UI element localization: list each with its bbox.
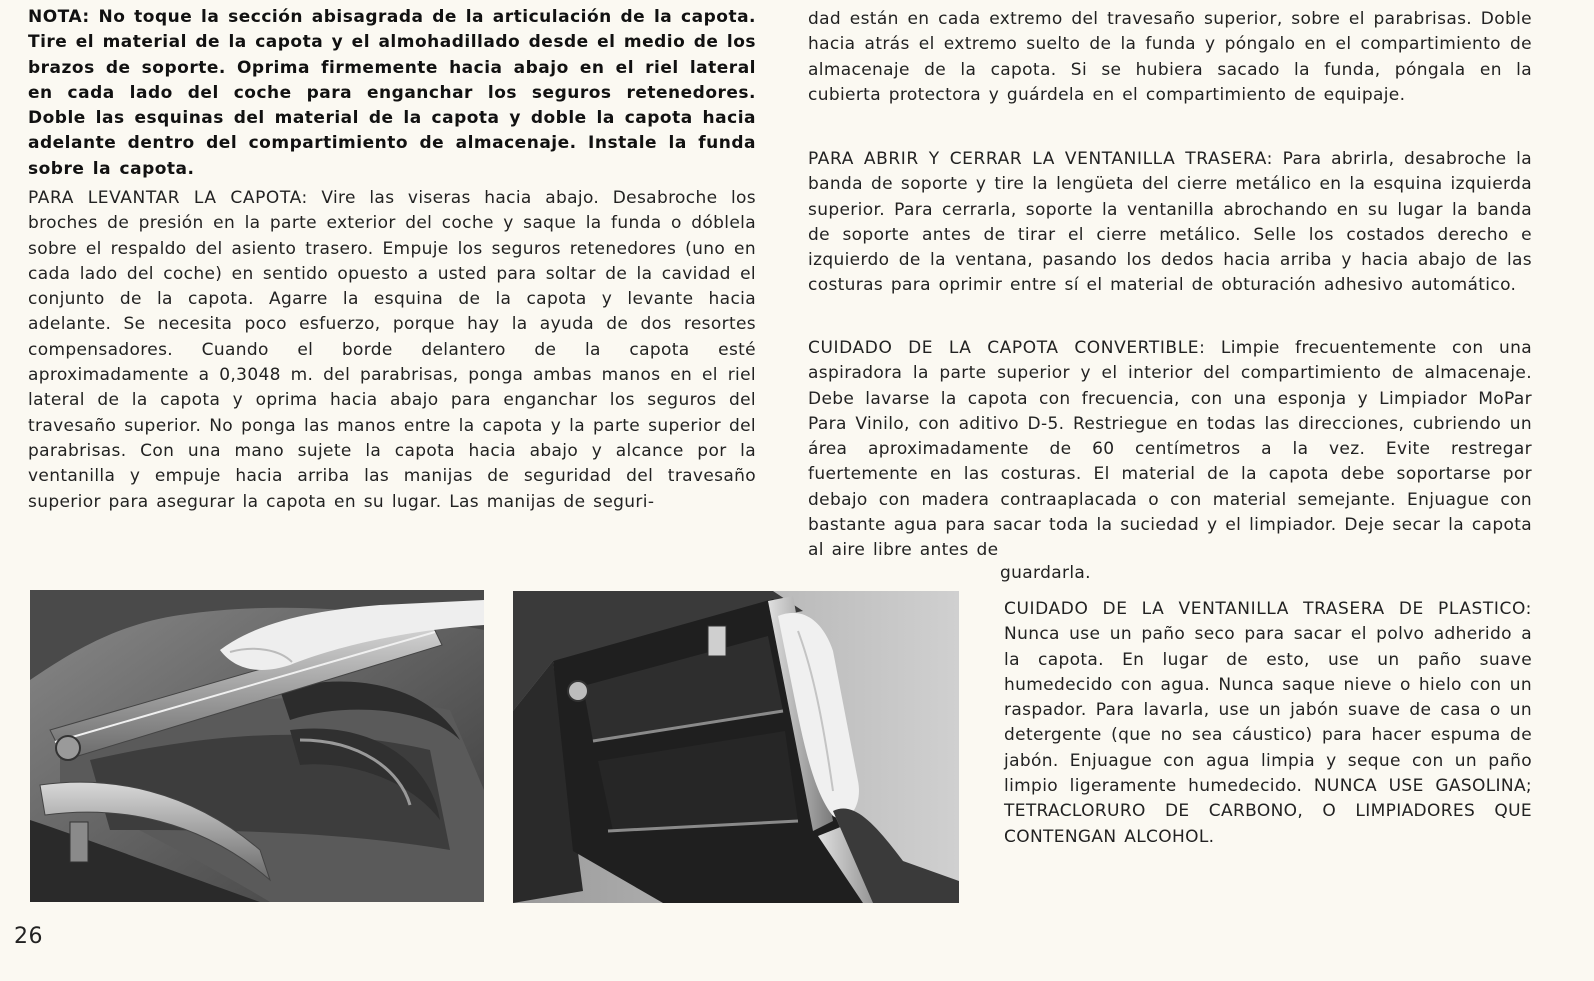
- continuation-paragraph: dad están en cada extremo del travesaño superior, sobre el parabrisas. Doble hacia atrás el extremo suelto de la funda y póngalo en el compartimiento de almacenaje de la capota. Si se hubiera sacado la funda, póngala en la cubierta protectora y guárdela en el compartimiento de equipaje.: [808, 9, 1532, 105]
- levantar-capota-heading: PARA LEVANTAR LA CAPOTA:: [28, 188, 308, 208]
- ventanilla-plastico-section: [1004, 597, 1532, 850]
- nota-paragraph: NOTA: No toque la sección abisagrada de la articulación de la capota. Tire el material de la capota y el almohadillado desde el medio de los brazos de soporte. Oprima firmemente hacia abajo en el riel lateral en cada lado del coche para enganchar los seguros retenedores. Doble las esquinas del material de la capota y doble la capota hacia adelante dentro del compartimiento de almacenaje. Instale la funda sobre la capota.: [28, 7, 756, 179]
- levantar-capota-body: Vire las viseras hacia abajo. Desabroche los broches de presión en la parte exterior del coche y saque la funda o dóblela sobre el respaldo del asiento trasero. Empuje los seguros retenedores (uno en cada lado del coche) en sentido opuesto a usted para soltar de la cavidad el conjunto de la capota. Agarre la esquina de la capota y levante hacia adelante. Se necesita poco esfuerzo, porque hay la ayuda de dos resortes compensadores. Cuando el borde delantero de la capota esté aproximadamente a 0,3048 m. del parabrisas, ponga ambas manos en el riel lateral de la capota y oprima hacia abajo para enganchar los seguros del travesaño superior. No ponga las manos entre la capota y la parte superior del parabrisas. Con una mano sujete la capota hacia abajo y alcance por la ventanilla y empuje hacia arriba las manijas de seguridad del travesaño superior para asegurar la capota en su lugar. Las manijas de seguri-: [28, 188, 756, 512]
- ventanilla-trasera-heading: PARA ABRIR Y CERRAR LA VENTANILLA TRASERA:: [808, 149, 1273, 169]
- capota-folding-photo: [30, 590, 484, 902]
- ventanilla-trasera-photo: [513, 591, 959, 903]
- ventanilla-plastico-body: Nunca use un paño seco para sacar el polvo adherido a la capota. En lugar de esto, use un paño suave humedecido con agua. Nunca saque nieve o hielo con un raspador. Para lavarla, use un jabón suave de casa o un detergente (que no sea cáustico) para hacer espuma de jabón. Enjuague con agua limpia y seque con un paño limpio ligeramente humedecido. NUNCA USE GASOLINA; TETRACLORURO DE CARBONO, O LIMPIADORES QUE CONTENGAN ALCOHOL.: [1004, 624, 1532, 847]
- levantar-capota-section: [28, 186, 756, 515]
- ventanilla-plastico-heading: CUIDADO DE LA VENTANILLA TRASERA DE PLASTICO:: [1004, 599, 1532, 619]
- cuidado-capota-heading: CUIDADO DE LA CAPOTA CONVERTIBLE:: [808, 338, 1206, 358]
- ventanilla-trasera-body: Para abrirla, desabroche la banda de soporte y tire la lengüeta del cierre metálico en la esquina izquierda superior. Para cerrarla, soporte la ventanilla abrochando en su lugar la banda de soporte antes de tirar el cierre metálico. Selle los costados derecho e izquierdo de la ventana, pasando los dedos hacia arriba y hacia abajo de las costuras para oprimir entre sí el material de obturación adhesivo automático.: [808, 149, 1532, 296]
- cuidado-capota-last-line: guardarla.: [1000, 563, 1091, 583]
- ventanilla-trasera-section: [808, 147, 1532, 299]
- cuidado-capota-section: [808, 336, 1532, 564]
- page-number: 26: [14, 924, 43, 949]
- cuidado-capota-body: Limpie frecuentemente con una aspiradora la parte superior y el interior del compartimiento de almacenaje. Debe lavarse la capota con frecuencia, con una esponja y Limpiador MoPar Para Vinilo, con aditivo D-5. Restriegue en todas las direcciones, cubriendo un área aproximadamente de 60 centímetros a la vez. Evite restregar fuertemente en las costuras. El material de la capota debe soportarse por debajo con madera contraaplacada o con material semejante. Enjuague con bastante agua para sacar toda la suciedad y el limpiador. Deje secar la capota al aire libre antes de: [808, 338, 1532, 561]
